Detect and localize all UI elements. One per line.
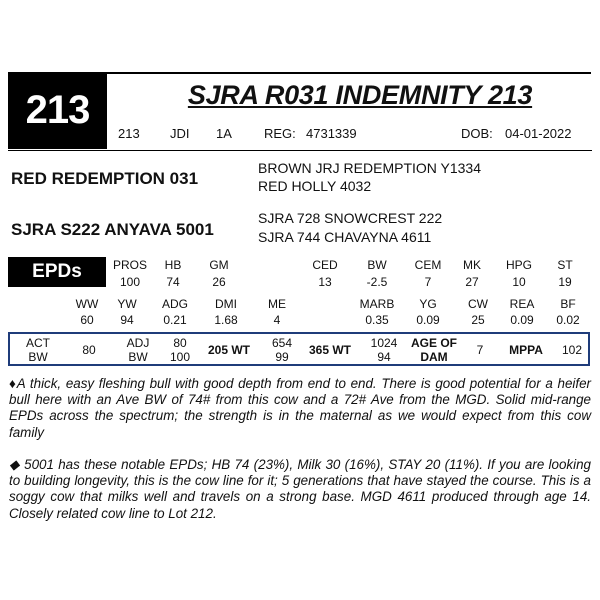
act-bw-value: 80 xyxy=(82,343,96,357)
dob-label: DOB: xyxy=(461,126,493,141)
epd-value-dmi: 1.68 xyxy=(214,313,238,327)
title-rule xyxy=(107,72,591,74)
wt205-label: 205 WT xyxy=(207,343,250,357)
epd-label-yw: YW xyxy=(117,297,137,311)
epd-label-cem: CEM xyxy=(414,258,442,272)
page-title: SJRA R031 INDEMNITY 213 xyxy=(187,80,533,110)
reg-value: 4731339 xyxy=(306,126,357,141)
epd-label-hpg: HPG xyxy=(505,258,532,272)
epd-value-marb: 0.35 xyxy=(365,313,389,327)
note-paragraph-1: ♦A thick, easy fleshing bull with good depth from end to end. There is good potential for a heifer bull here with an Ave BW of 74# from this cow and a 72# Ave from the MGD. Solid mid-range EPDs across the spectrum; the strength is in the maternal as we would expect from this cow family xyxy=(9,376,591,440)
epd-label-cw: CW xyxy=(468,297,488,311)
owner-code: JDI xyxy=(170,126,190,141)
note-paragraph-2: ◆ 5001 has these notable EPDs; HB 74 (23%), Milk 30 (16%), STAY 20 (11%). If you are looking to building longevity, this is the cow line for it; 5 generations that have stayed the course. This is a soggy cow that milks well and travels on a strong base. MGD 4611 produced through age 14. Closely related cow line to Lot 212. xyxy=(9,457,591,521)
epd-label-ww: WW xyxy=(75,297,99,311)
epd-label-marb: MARB xyxy=(359,297,395,311)
age-dam-label-1: AGE OF xyxy=(410,336,457,350)
mppa-value: 102 xyxy=(561,343,583,357)
epds-label: EPDs xyxy=(8,257,106,287)
reg-label: REG: xyxy=(264,126,296,141)
dam-dam: SJRA 744 CHAVAYNA 4611 xyxy=(258,229,432,245)
sire-dam: RED HOLLY 4032 xyxy=(258,178,372,194)
epd-label-ced: CED xyxy=(312,258,338,272)
epd-value-yw: 94 xyxy=(120,313,134,327)
epd-label-mk: MK xyxy=(463,258,481,272)
adj-bw-label-2: BW xyxy=(128,350,148,364)
dob-value: 04-01-2022 xyxy=(505,126,572,141)
epd-value-gm: 26 xyxy=(212,275,226,289)
epd-value-mk: 27 xyxy=(465,275,479,289)
performance-box xyxy=(8,332,590,366)
header-divider xyxy=(8,150,592,151)
epd-label-me: ME xyxy=(268,297,286,311)
class-code: 1A xyxy=(216,126,232,141)
adj-bw-label-1: ADJ xyxy=(126,336,150,350)
epd-label-gm: GM xyxy=(209,258,229,272)
wt205-value-1: 654 xyxy=(271,336,293,350)
epd-label-hb: HB xyxy=(164,258,182,272)
epd-value-yg: 0.09 xyxy=(416,313,440,327)
epd-label-rea: REA xyxy=(509,297,535,311)
epd-value-ww: 60 xyxy=(80,313,94,327)
epd-value-ced: 13 xyxy=(318,275,332,289)
dam-name: SJRA S222 ANYAVA 5001 xyxy=(11,220,214,239)
dam-sire: SJRA 728 SNOWCREST 222 xyxy=(258,210,443,226)
epd-label-dmi: DMI xyxy=(215,297,237,311)
epd-value-bw: -2.5 xyxy=(366,275,388,289)
epd-value-bf: 0.02 xyxy=(556,313,580,327)
epd-label-bw: BW xyxy=(367,258,387,272)
epd-value-hb: 74 xyxy=(166,275,180,289)
epd-label-yg: YG xyxy=(419,297,437,311)
adj-bw-value-2: 100 xyxy=(169,350,191,364)
epd-label-pros: PROS xyxy=(112,258,147,272)
wt365-value-2: 94 xyxy=(377,350,391,364)
tattoo: 213 xyxy=(118,126,140,141)
epd-value-cem: 7 xyxy=(424,275,432,289)
lot-number: 213 xyxy=(8,72,107,149)
wt365-label: 365 WT xyxy=(308,343,351,357)
epd-value-adg: 0.21 xyxy=(163,313,187,327)
epd-label-bf: BF xyxy=(560,297,576,311)
adj-bw-value-1: 80 xyxy=(173,336,187,350)
epd-value-rea: 0.09 xyxy=(510,313,534,327)
act-bw-label-2: BW xyxy=(28,350,48,364)
epd-value-me: 4 xyxy=(273,313,281,327)
wt365-value-1: 1024 xyxy=(370,336,398,350)
sire-sire: BROWN JRJ REDEMPTION Y1334 xyxy=(258,160,482,176)
epd-value-pros: 100 xyxy=(119,275,141,289)
epd-label-st: ST xyxy=(557,258,573,272)
age-dam-label-2: DAM xyxy=(420,350,448,364)
epd-value-st: 19 xyxy=(558,275,572,289)
wt205-value-2: 99 xyxy=(275,350,289,364)
act-bw-label-1: ACT xyxy=(26,336,50,350)
epd-value-cw: 25 xyxy=(471,313,485,327)
sire-name: RED REDEMPTION 031 xyxy=(11,169,199,188)
epd-label-adg: ADG xyxy=(161,297,188,311)
epd-value-hpg: 10 xyxy=(512,275,526,289)
mppa-label: MPPA xyxy=(509,343,543,357)
age-dam-value: 7 xyxy=(476,343,484,357)
